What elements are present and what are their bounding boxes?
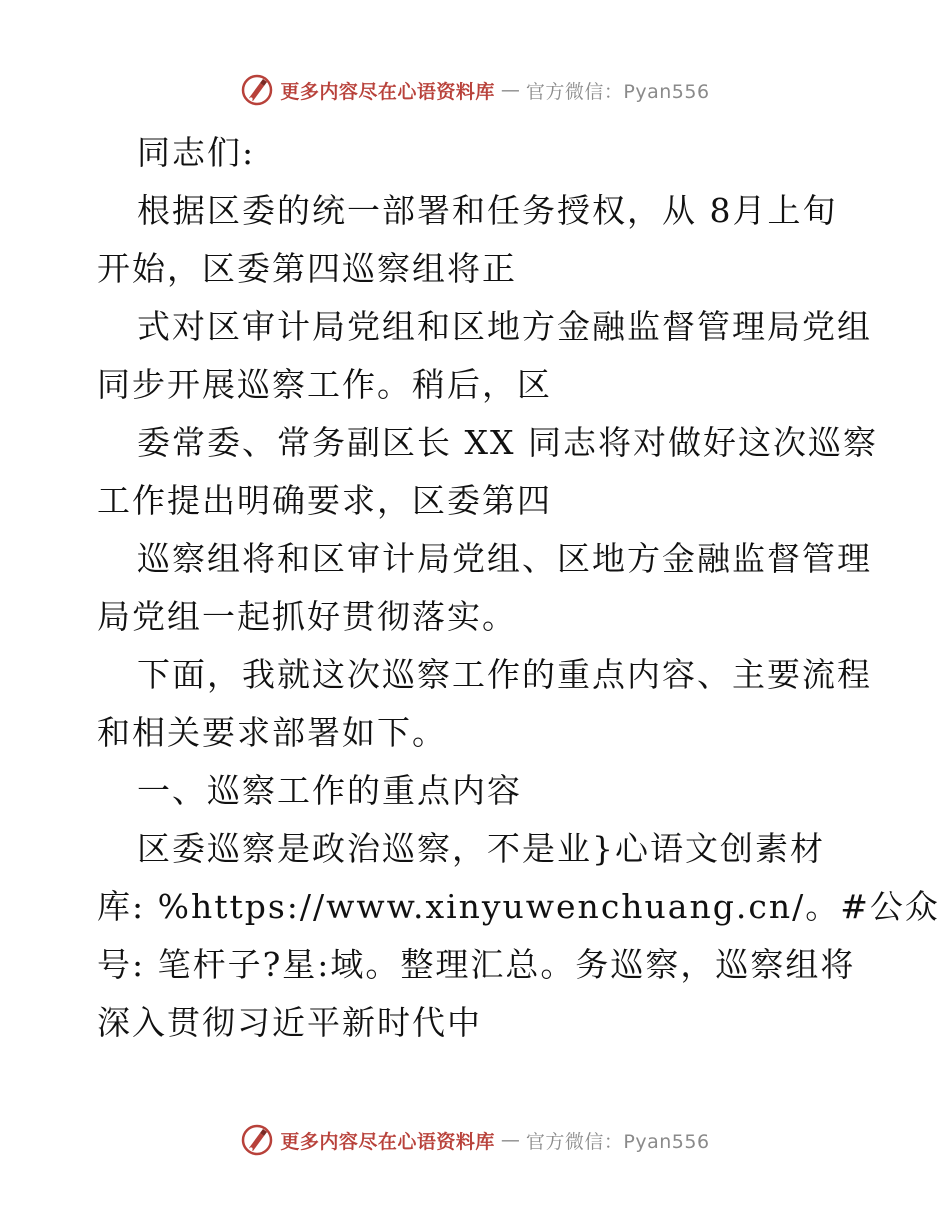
paragraph-line: 号: 笔杆子?星:域。整理汇总。务巡察，巡察组将 [97, 945, 856, 984]
banner-wechat-text: 官方微信：Pyan556 [525, 1130, 710, 1153]
banner-library-text: 更多内容尽在心语资料库 [280, 1130, 495, 1153]
footer-banner [0, 1120, 950, 1160]
banner-dash: — [500, 1129, 520, 1151]
paragraph-line: 开始，区委第四巡察组将正 [97, 249, 517, 288]
paragraph-line: 深入贯彻习近平新时代中 [97, 1003, 482, 1042]
paragraph-line: 同步开展巡察工作。稍后，区 [97, 365, 552, 404]
pen-nib-logo-icon [240, 1123, 274, 1157]
banner-wechat-text: 官方微信：Pyan556 [525, 80, 710, 103]
document-body [97, 124, 940, 1052]
salutation: 同志们: [137, 133, 256, 172]
banner-library-text: 更多内容尽在心语资料库 [280, 80, 495, 103]
header-banner [0, 70, 950, 110]
paragraph-line: 式对区审计局党组和区地方金融监督管理局党组 [137, 307, 872, 346]
paragraph-line: 下面，我就这次巡察工作的重点内容、主要流程 [137, 655, 872, 694]
pen-nib-logo-icon [240, 73, 274, 107]
paragraph-line: 局党组一起抓好贯彻落实。 [97, 597, 517, 636]
paragraph-line: 和相关要求部署如下。 [97, 713, 447, 752]
paragraph-line: 库: %https://www.xinyuwenchuang.cn/。#公众 [97, 887, 940, 926]
banner-dash: — [500, 79, 520, 101]
section-heading: 一、巡察工作的重点内容 [137, 771, 522, 810]
paragraph-line: 巡察组将和区审计局党组、区地方金融监督管理 [137, 539, 872, 578]
paragraph-line: 区委巡察是政治巡察，不是业}心语文创素材 [137, 829, 825, 868]
paragraph-line: 工作提出明确要求，区委第四 [97, 481, 552, 520]
paragraph-line: 委常委、常务副区长 XX 同志将对做好这次巡察 [137, 423, 878, 462]
paragraph-line: 根据区委的统一部署和任务授权，从 8月上旬 [137, 191, 838, 230]
